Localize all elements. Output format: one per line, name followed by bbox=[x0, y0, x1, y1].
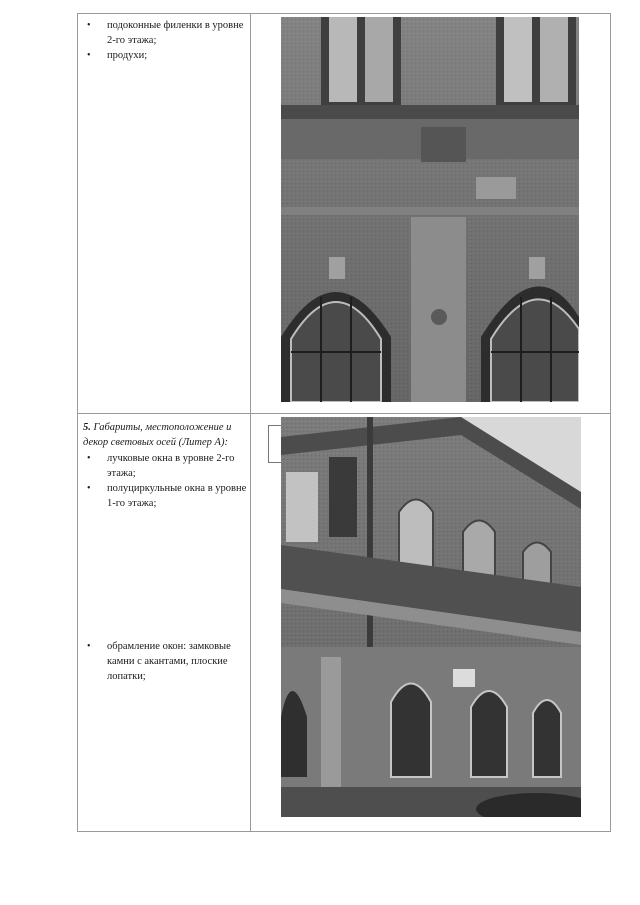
row2-list-top bbox=[83, 451, 247, 511]
list-item: • продухи; bbox=[83, 48, 247, 63]
section-heading bbox=[83, 420, 247, 450]
row1-list bbox=[83, 18, 247, 63]
list-item: • лучковые окна в уровне 2-го этажа; bbox=[83, 451, 247, 481]
row2-text-cell bbox=[83, 420, 247, 684]
row2-list-bottom bbox=[83, 639, 247, 684]
row1-text-cell bbox=[83, 18, 247, 63]
row1-facade-photo bbox=[281, 17, 579, 402]
section-title: Габариты, местоположение и декор световых осей (Литер А): bbox=[83, 422, 232, 448]
building-facade-icon bbox=[281, 417, 581, 817]
list-item: • подоконные филенки в уровне 2-го этажа; bbox=[83, 18, 247, 48]
section-number: 5. bbox=[83, 422, 91, 433]
list-item: • полуциркульные окна в уровне 1-го этажа; bbox=[83, 481, 247, 511]
row2-facade-photo bbox=[281, 417, 581, 817]
building-facade-icon bbox=[281, 17, 579, 402]
list-item: • обрамление окон: замковые камни с акантами, плоские лопатки; bbox=[83, 639, 247, 684]
table-row-divider bbox=[77, 413, 611, 414]
table-column-divider bbox=[250, 13, 251, 832]
